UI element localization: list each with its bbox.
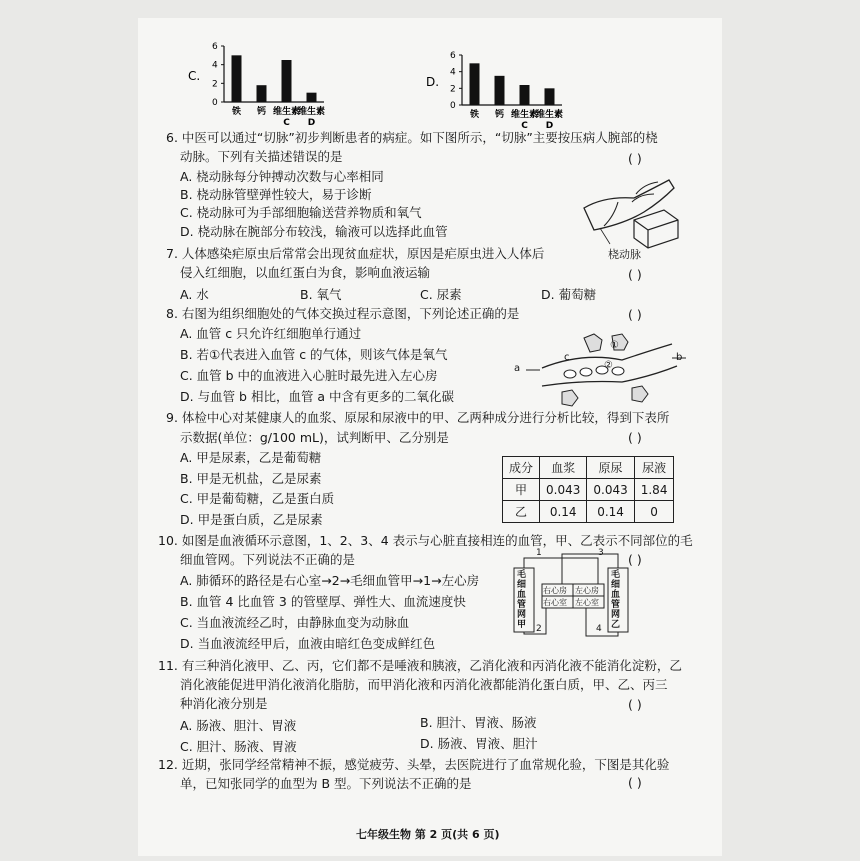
x-tick-label: 维生素 (272, 107, 301, 117)
q9-option-a[interactable]: A. 甲是尿素，乙是葡萄糖 (180, 450, 322, 465)
x-tick-sublabel: D (307, 118, 316, 128)
q12-stem-cont: 单，已知张同学的血型为 B 型。下列说法不正确的是 (180, 776, 472, 791)
y-tick-label: 2 (212, 79, 218, 90)
x-tick-sublabel: C (283, 118, 290, 128)
y-tick-label: 0 (212, 98, 218, 108)
y-tick-label: 2 (450, 84, 456, 95)
q11-answer-paren[interactable]: ( ) (628, 697, 642, 712)
table-row (503, 501, 674, 523)
q9-option-b[interactable]: B. 甲是无机盐，乙是尿素 (180, 471, 322, 486)
q6-option-c[interactable]: C. 桡动脉可为手部细胞输送营养物质和氧气 (180, 205, 422, 220)
capillary-label-left: 毛细血管网甲 (517, 570, 527, 630)
q10-option-c[interactable]: C. 当血液流经乙时，由静脉血变为动脉血 (180, 615, 410, 630)
q8-stem: 8. 右图为组织细胞处的气体交换过程示意图，下列论述正确的是 (166, 306, 520, 321)
radial-artery-label: 桡动脉 (608, 248, 641, 261)
table-cell: 甲 (503, 479, 540, 501)
q9-answer-paren[interactable]: ( ) (628, 430, 642, 445)
y-tick-label: 0 (450, 101, 456, 111)
table-cell: 1.84 (634, 479, 674, 501)
q6-option-a[interactable]: A. 桡动脉每分钟搏动次数与心率相同 (180, 169, 384, 184)
table-cell: 0.043 (540, 479, 587, 501)
heart-label-lv: 左心室 (575, 598, 599, 607)
vessel-number-4: 4 (596, 624, 602, 634)
q10-option-b[interactable]: B. 血管 4 比血管 3 的管壁厚、弹性大、血流速度快 (180, 594, 466, 609)
fig-label-1: ① (610, 340, 619, 351)
q7-stem: 7. 人体感染疟原虫后常常会出现贫血症状，原因是疟原虫进入人体后 (166, 246, 545, 261)
x-tick-label: 铁 (231, 107, 242, 117)
q9-option-d[interactable]: D. 甲是蛋白质，乙是尿素 (180, 512, 323, 527)
y-tick-label: 4 (450, 67, 456, 78)
q6-answer-paren[interactable]: ( ) (628, 151, 642, 166)
x-tick-label: 钙 (494, 110, 505, 120)
chart-d-svg (424, 45, 604, 135)
table-cell: 0.14 (540, 501, 587, 523)
heart-label-la: 左心房 (575, 586, 599, 595)
table-cell: 0 (634, 501, 674, 523)
pillow-block (634, 210, 678, 248)
q8-option-a[interactable]: A. 血管 c 只允许红细胞单行通过 (180, 326, 362, 341)
q7-option-d[interactable]: D. 葡萄糖 (541, 287, 597, 302)
q12-answer-paren[interactable]: ( ) (628, 775, 642, 790)
bar (232, 55, 242, 102)
table-header: 尿液 (634, 457, 674, 479)
x-tick-label: 铁 (469, 110, 480, 120)
y-tick-label: 6 (450, 51, 456, 61)
q6-stem: 6. 中医可以通过“切脉”初步判断患者的病症。如下图所示，“切脉”主要按压病人腕部的桡 (166, 130, 658, 145)
q6-option-b[interactable]: B. 桡动脉管壁弹性较大，易于诊断 (180, 187, 372, 202)
q11-stem-cont2: 种消化液分别是 (180, 696, 268, 711)
x-tick-sublabel: C (521, 121, 528, 131)
bar (495, 76, 505, 105)
chart-option-label: D. (426, 75, 440, 89)
x-tick-sublabel: D (545, 121, 554, 131)
q10-answer-paren[interactable]: ( ) (628, 552, 642, 567)
q9-stem-cont: 示数据(单位：g/100 mL)，试判断甲、乙分别是 (180, 430, 449, 445)
q8-option-d[interactable]: D. 与血管 b 相比，血管 a 中含有更多的二氧化碳 (180, 389, 455, 404)
table-row (503, 479, 674, 501)
q10-stem-cont: 细血管网。下列说法不正确的是 (180, 552, 356, 567)
vessel-number-1: 1 (536, 548, 542, 558)
table-header: 血浆 (540, 457, 587, 479)
bar (257, 85, 267, 102)
composition-table (502, 456, 674, 523)
q8-answer-paren[interactable]: ( ) (628, 307, 642, 322)
q11-stem: 11. 有三种消化液甲、乙、丙，它们都不是唾液和胰液，乙消化液和丙消化液不能消化淀粉，乙 (158, 658, 682, 673)
heart-label-ra: 右心房 (543, 586, 567, 595)
y-tick-label: 4 (212, 60, 218, 71)
bar (307, 93, 317, 102)
chart-c-svg (186, 36, 366, 134)
table-header: 成分 (503, 457, 540, 479)
chart-option-label: C. (188, 69, 201, 83)
table-cell: 乙 (503, 501, 540, 523)
vessel-number-3: 3 (598, 548, 604, 558)
table-cell: 0.14 (587, 501, 634, 523)
q7-answer-paren[interactable]: ( ) (628, 267, 642, 282)
q11-option-a[interactable]: A. 肠液、胆汁、胃液 (180, 718, 297, 733)
fig-label-2: ② (604, 360, 613, 371)
q10-option-d[interactable]: D. 当血液流经甲后，血液由暗红色变成鲜红色 (180, 636, 436, 651)
x-tick-label: 维生素 (297, 107, 326, 117)
table-cell: 0.043 (587, 479, 634, 501)
bar (520, 85, 530, 105)
table-header: 原尿 (587, 457, 634, 479)
x-tick-label: 维生素 (535, 110, 564, 120)
y-tick-label: 6 (212, 42, 218, 52)
fig-label-a: a (514, 363, 521, 374)
q11-option-d[interactable]: D. 肠液、胃液、胆汁 (420, 736, 538, 751)
q6-stem-cont: 动脉。下列有关描述错误的是 (180, 149, 343, 164)
x-tick-label: 钙 (256, 107, 267, 117)
fig-label-b: b (676, 352, 683, 363)
table-header-row (503, 457, 674, 479)
red-blood-cells (564, 366, 624, 378)
q7-option-c[interactable]: C. 尿素 (420, 287, 462, 302)
q9-stem: 9. 体检中心对某健康人的血浆、原尿和尿液中的甲、乙两种成分进行分析比较，得到下表所 (166, 410, 670, 425)
q11-option-c[interactable]: C. 胆汁、肠液、胃液 (180, 739, 297, 754)
q6-option-d[interactable]: D. 桡动脉在腕部分布较浅，输液可以选择此血管 (180, 224, 448, 239)
q11-stem-cont: 消化液能促进甲消化液消化脂肪，而甲消化液和丙消化液都能消化蛋白质，甲、乙、丙三 (180, 677, 668, 692)
heart-label-rv: 右心室 (543, 598, 567, 607)
bar-chart-option-c (186, 36, 366, 138)
q7-option-b[interactable]: B. 氧气 (300, 287, 342, 302)
q9-option-c[interactable]: C. 甲是葡萄糖，乙是蛋白质 (180, 491, 335, 506)
arm-shape (584, 180, 674, 230)
vessel-number-2: 2 (536, 624, 542, 634)
bar (282, 60, 292, 102)
label-pointer (600, 228, 610, 244)
q10-stem: 10. 如图是血液循环示意图，1、2、3、4 表示与心脏直接相连的血管，甲、乙表示不同部位的毛 (158, 533, 693, 548)
q7-stem-cont: 侵入红细胞，以血红蛋白为食，影响血液运输 (180, 265, 431, 280)
q7-option-a[interactable]: A. 水 (180, 287, 209, 302)
bar (545, 88, 555, 105)
q11-option-b[interactable]: B. 胆汁、胃液、肠液 (420, 715, 537, 730)
q10-option-a[interactable]: A. 肺循环的路径是右心室→2→毛细血管甲→1→左心房 (180, 573, 480, 588)
capillary-label-right: 毛细血管网乙 (611, 570, 621, 630)
page-footer: 七年级生物 第 2 页(共 6 页) (356, 828, 500, 841)
gas-exchange-figure (522, 330, 692, 414)
fig-label-c: c (564, 352, 570, 363)
bar (470, 63, 480, 105)
q12-stem: 12. 近期，张同学经常精神不振，感觉疲劳、头晕，去医院进行了血常规化验，下图是其化验 (158, 757, 670, 772)
q8-option-c[interactable]: C. 血管 b 中的血液进入心脏时最先进入左心房 (180, 368, 438, 383)
x-tick-label: 维生素 (510, 110, 539, 120)
q8-option-b[interactable]: B. 若①代表进入血管 c 的气体，则该气体是氧气 (180, 347, 448, 362)
bar-chart-option-d (424, 45, 604, 139)
